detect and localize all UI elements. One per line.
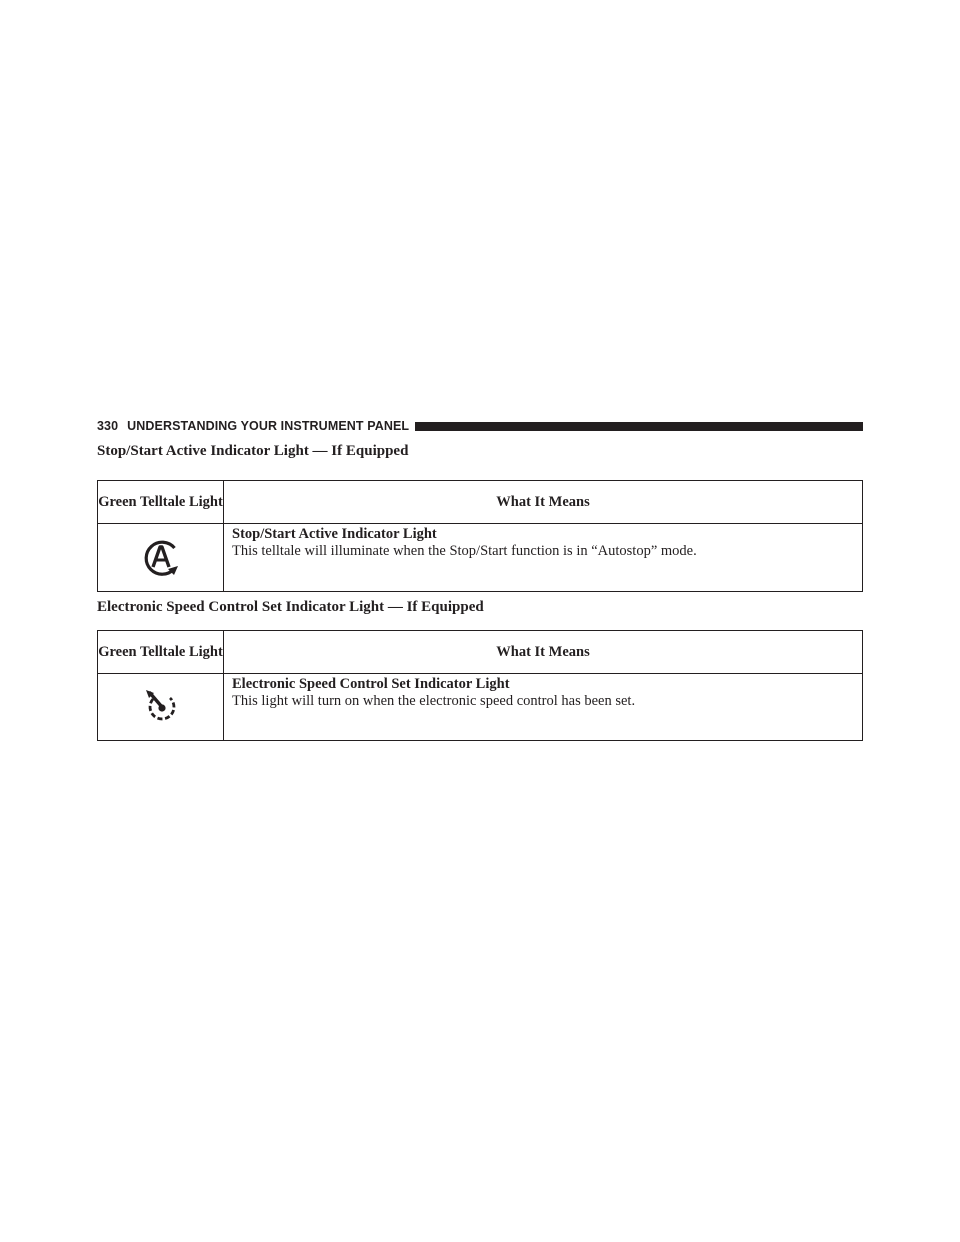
page-number: 330 <box>97 419 119 433</box>
header-rule <box>415 422 863 431</box>
indicator-title: Stop/Start Active Indicator Light <box>232 526 437 542</box>
page-header <box>97 418 863 434</box>
green-telltale-header: Green Telltale Light <box>98 631 224 674</box>
running-section-title: UNDERSTANDING YOUR INSTRUMENT PANEL <box>127 419 410 433</box>
indicator-description: This light will turn on when the electronic speed control has been set. <box>232 693 636 709</box>
stop-start-heading: Stop/Start Active Indicator Light — If Equipped <box>97 443 409 459</box>
description-cell <box>224 524 863 592</box>
what-it-means-header: What It Means <box>224 481 863 524</box>
green-telltale-header: Green Telltale Light <box>98 481 224 524</box>
indicator-title: Electronic Speed Control Set Indicator Light <box>232 676 510 692</box>
table-header-row <box>98 481 863 524</box>
table-row <box>98 524 863 592</box>
icon-cell <box>98 524 224 592</box>
speed-control-set-icon <box>141 687 181 727</box>
table-row <box>98 674 863 741</box>
icon-cell <box>98 674 224 741</box>
stop-start-table <box>97 480 863 592</box>
speed-control-heading: Electronic Speed Control Set Indicator Light — If Equipped <box>97 599 484 615</box>
description-cell <box>224 674 863 741</box>
stop-start-active-icon <box>138 535 184 581</box>
indicator-description: This telltale will illuminate when the Stop/Start function is in “Autostop” mode. <box>232 543 697 559</box>
speed-control-table <box>97 630 863 741</box>
table-header-row <box>98 631 863 674</box>
what-it-means-header: What It Means <box>224 631 863 674</box>
